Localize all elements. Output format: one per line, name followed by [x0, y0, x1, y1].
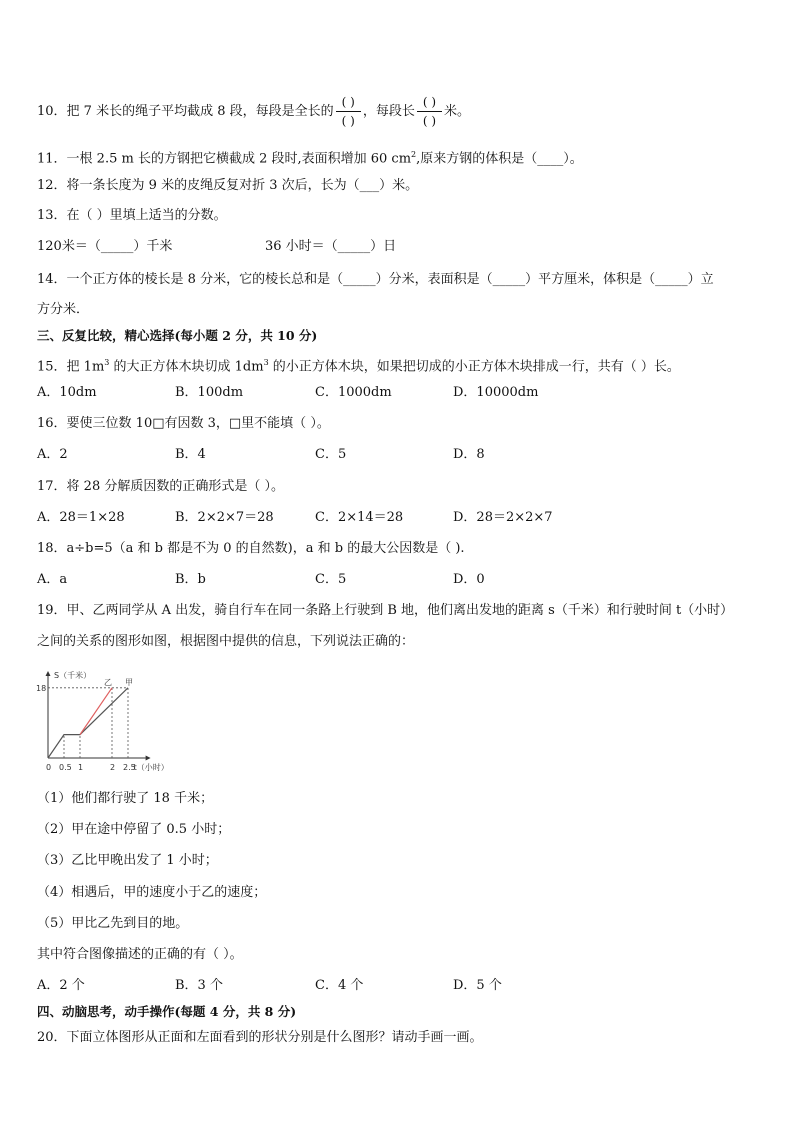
- q19-statement-3: （3）乙比甲晚出发了 1 小时；: [37, 853, 218, 868]
- section-3-heading: 三、反复比较，精心选择(每小题 2 分，共 10 分): [37, 328, 318, 343]
- q15-sup2: 3: [263, 358, 269, 367]
- q11-sup: 2: [411, 150, 417, 159]
- q17-option-b[interactable]: B．2×2×7＝28: [175, 510, 274, 525]
- q18-option-a[interactable]: A．a: [37, 572, 68, 587]
- q16-option-b[interactable]: B．4: [175, 447, 206, 462]
- q17-option-c[interactable]: C．2×14＝28: [315, 510, 404, 525]
- y-axis-arrow: [46, 671, 51, 676]
- q19-option-b[interactable]: B．3 个: [175, 978, 223, 993]
- q19-option-d[interactable]: D．5 个: [453, 978, 502, 993]
- q15-option-a[interactable]: A．10dm: [37, 385, 97, 400]
- fraction-blank-2: $\frac{( )}{( )}$: [417, 95, 442, 128]
- q15-option-c[interactable]: C．1000dm: [315, 385, 392, 400]
- x-tick-label: 2: [110, 763, 116, 772]
- q15-text-b: 的大正方体木块切成 1dm: [109, 359, 264, 375]
- q19-statement-2: （2）甲在途中停留了 0.5 小时；: [37, 822, 231, 837]
- q15-option-d[interactable]: D．10000dm: [453, 385, 539, 400]
- question-17: 17．将 28 分解质因数的正确形式是（ ）。: [37, 479, 284, 494]
- q15-sup1: 3: [104, 358, 110, 367]
- q11-text-b: ,原来方钢的体积是（____）。: [416, 151, 583, 167]
- q15-text-a: 15．把 1m: [37, 359, 105, 375]
- x-tick-label: 0: [46, 763, 52, 772]
- x-tick-label: 0.5: [59, 763, 72, 772]
- y-axis-label: S（千米）: [54, 671, 92, 680]
- question-16: 16．要使三位数 10□有因数 3，□里不能填（ ）。: [37, 416, 330, 431]
- q15-option-b[interactable]: B．100dm: [175, 385, 244, 400]
- question-13-title: 13．在（ ）里填上适当的分数。: [37, 208, 227, 223]
- fraction-blank-1: $\frac{( )}{( )}$: [336, 95, 361, 128]
- q19-option-a[interactable]: A．2 个: [37, 978, 85, 993]
- q11-text-a: 11．一根 2.5 m 长的方钢把它横截成 2 段时,表面积增加 60 cm: [37, 151, 412, 167]
- question-19-line1: 19．甲、乙两同学从 A 出发，骑自行车在同一条路上行驶到 B 地，他们离出发地的距离 s（千米）和行驶时间 t（小时）: [37, 603, 734, 618]
- q16-option-d[interactable]: D．8: [453, 447, 485, 462]
- question-14-line2: 方分米．: [37, 302, 90, 317]
- q19-question: 其中符合图像描述的正确的有（ ）。: [37, 947, 243, 962]
- q19-statement-1: （1）他们都行驶了 18 千米；: [37, 791, 214, 806]
- x-axis-arrow: [146, 756, 151, 761]
- series-line-yi: [80, 688, 112, 735]
- question-13-left: 120米＝（_____）千米: [37, 239, 173, 254]
- question-10: [37, 95, 470, 128]
- q19-statement-5: （5）甲比乙先到目的地。: [37, 916, 189, 931]
- x-tick-label: 1: [78, 763, 84, 772]
- question-14-line1: 14．一个正方体的棱长是 8 分米，它的棱长总和是（_____）分米，表面积是（_____）平方厘米，体积是（_____）立: [37, 272, 714, 287]
- question-12: 12．将一条长度为 9 米的皮绳反复对折 3 次后，长为（___）米。: [37, 178, 419, 193]
- q10-text-c: 米。: [444, 104, 471, 119]
- question-13-right: 36 小时＝（_____）日: [265, 239, 397, 254]
- y-tick-label: 18: [36, 683, 47, 693]
- question-20: 20．下面立体图形从正面和左面看到的形状分别是什么图形？请动手画一画。: [37, 1030, 483, 1045]
- series-label-jia: 甲: [125, 677, 133, 687]
- series-label-yi: 乙: [104, 677, 112, 687]
- question-11: [37, 145, 583, 169]
- x-tick-label: 2.5: [123, 763, 136, 772]
- q16-option-a[interactable]: A．2: [37, 447, 68, 462]
- q18-option-d[interactable]: D．0: [453, 572, 485, 587]
- section-4-heading: 四、动脑思考，动手操作(每题 4 分，共 8 分): [37, 1004, 297, 1019]
- distance-time-graph: [30, 660, 190, 780]
- q17-option-d[interactable]: D．28＝2×2×7: [453, 510, 553, 525]
- q10-text-a: 10．把 7 米长的绳子平均截成 8 段，每段是全长的: [37, 104, 334, 119]
- q18-option-c[interactable]: C．5: [315, 572, 347, 587]
- q19-option-c[interactable]: C．4 个: [315, 978, 364, 993]
- q15-text-c: 的小正方体木块，如果把切成的小正方体木块排成一行，共有（ ）长。: [268, 359, 680, 375]
- question-18: 18．a÷b=5（a 和 b 都是不为 0 的自然数)，a 和 b 的最大公因数是（ ).: [37, 541, 465, 556]
- x-axis-label: t（小时）: [133, 763, 169, 772]
- question-19-line2: 之间的关系的图形如图，根据图中提供的信息，下列说法正确的：: [37, 634, 415, 649]
- q18-option-b[interactable]: B．b: [175, 572, 206, 587]
- q10-text-b: ，每段长: [362, 104, 415, 119]
- q16-option-c[interactable]: C．5: [315, 447, 347, 462]
- q17-option-a[interactable]: A．28＝1×28: [37, 510, 125, 525]
- question-15: [37, 353, 680, 377]
- q19-statement-4: （4）相遇后，甲的速度小于乙的速度；: [37, 885, 267, 900]
